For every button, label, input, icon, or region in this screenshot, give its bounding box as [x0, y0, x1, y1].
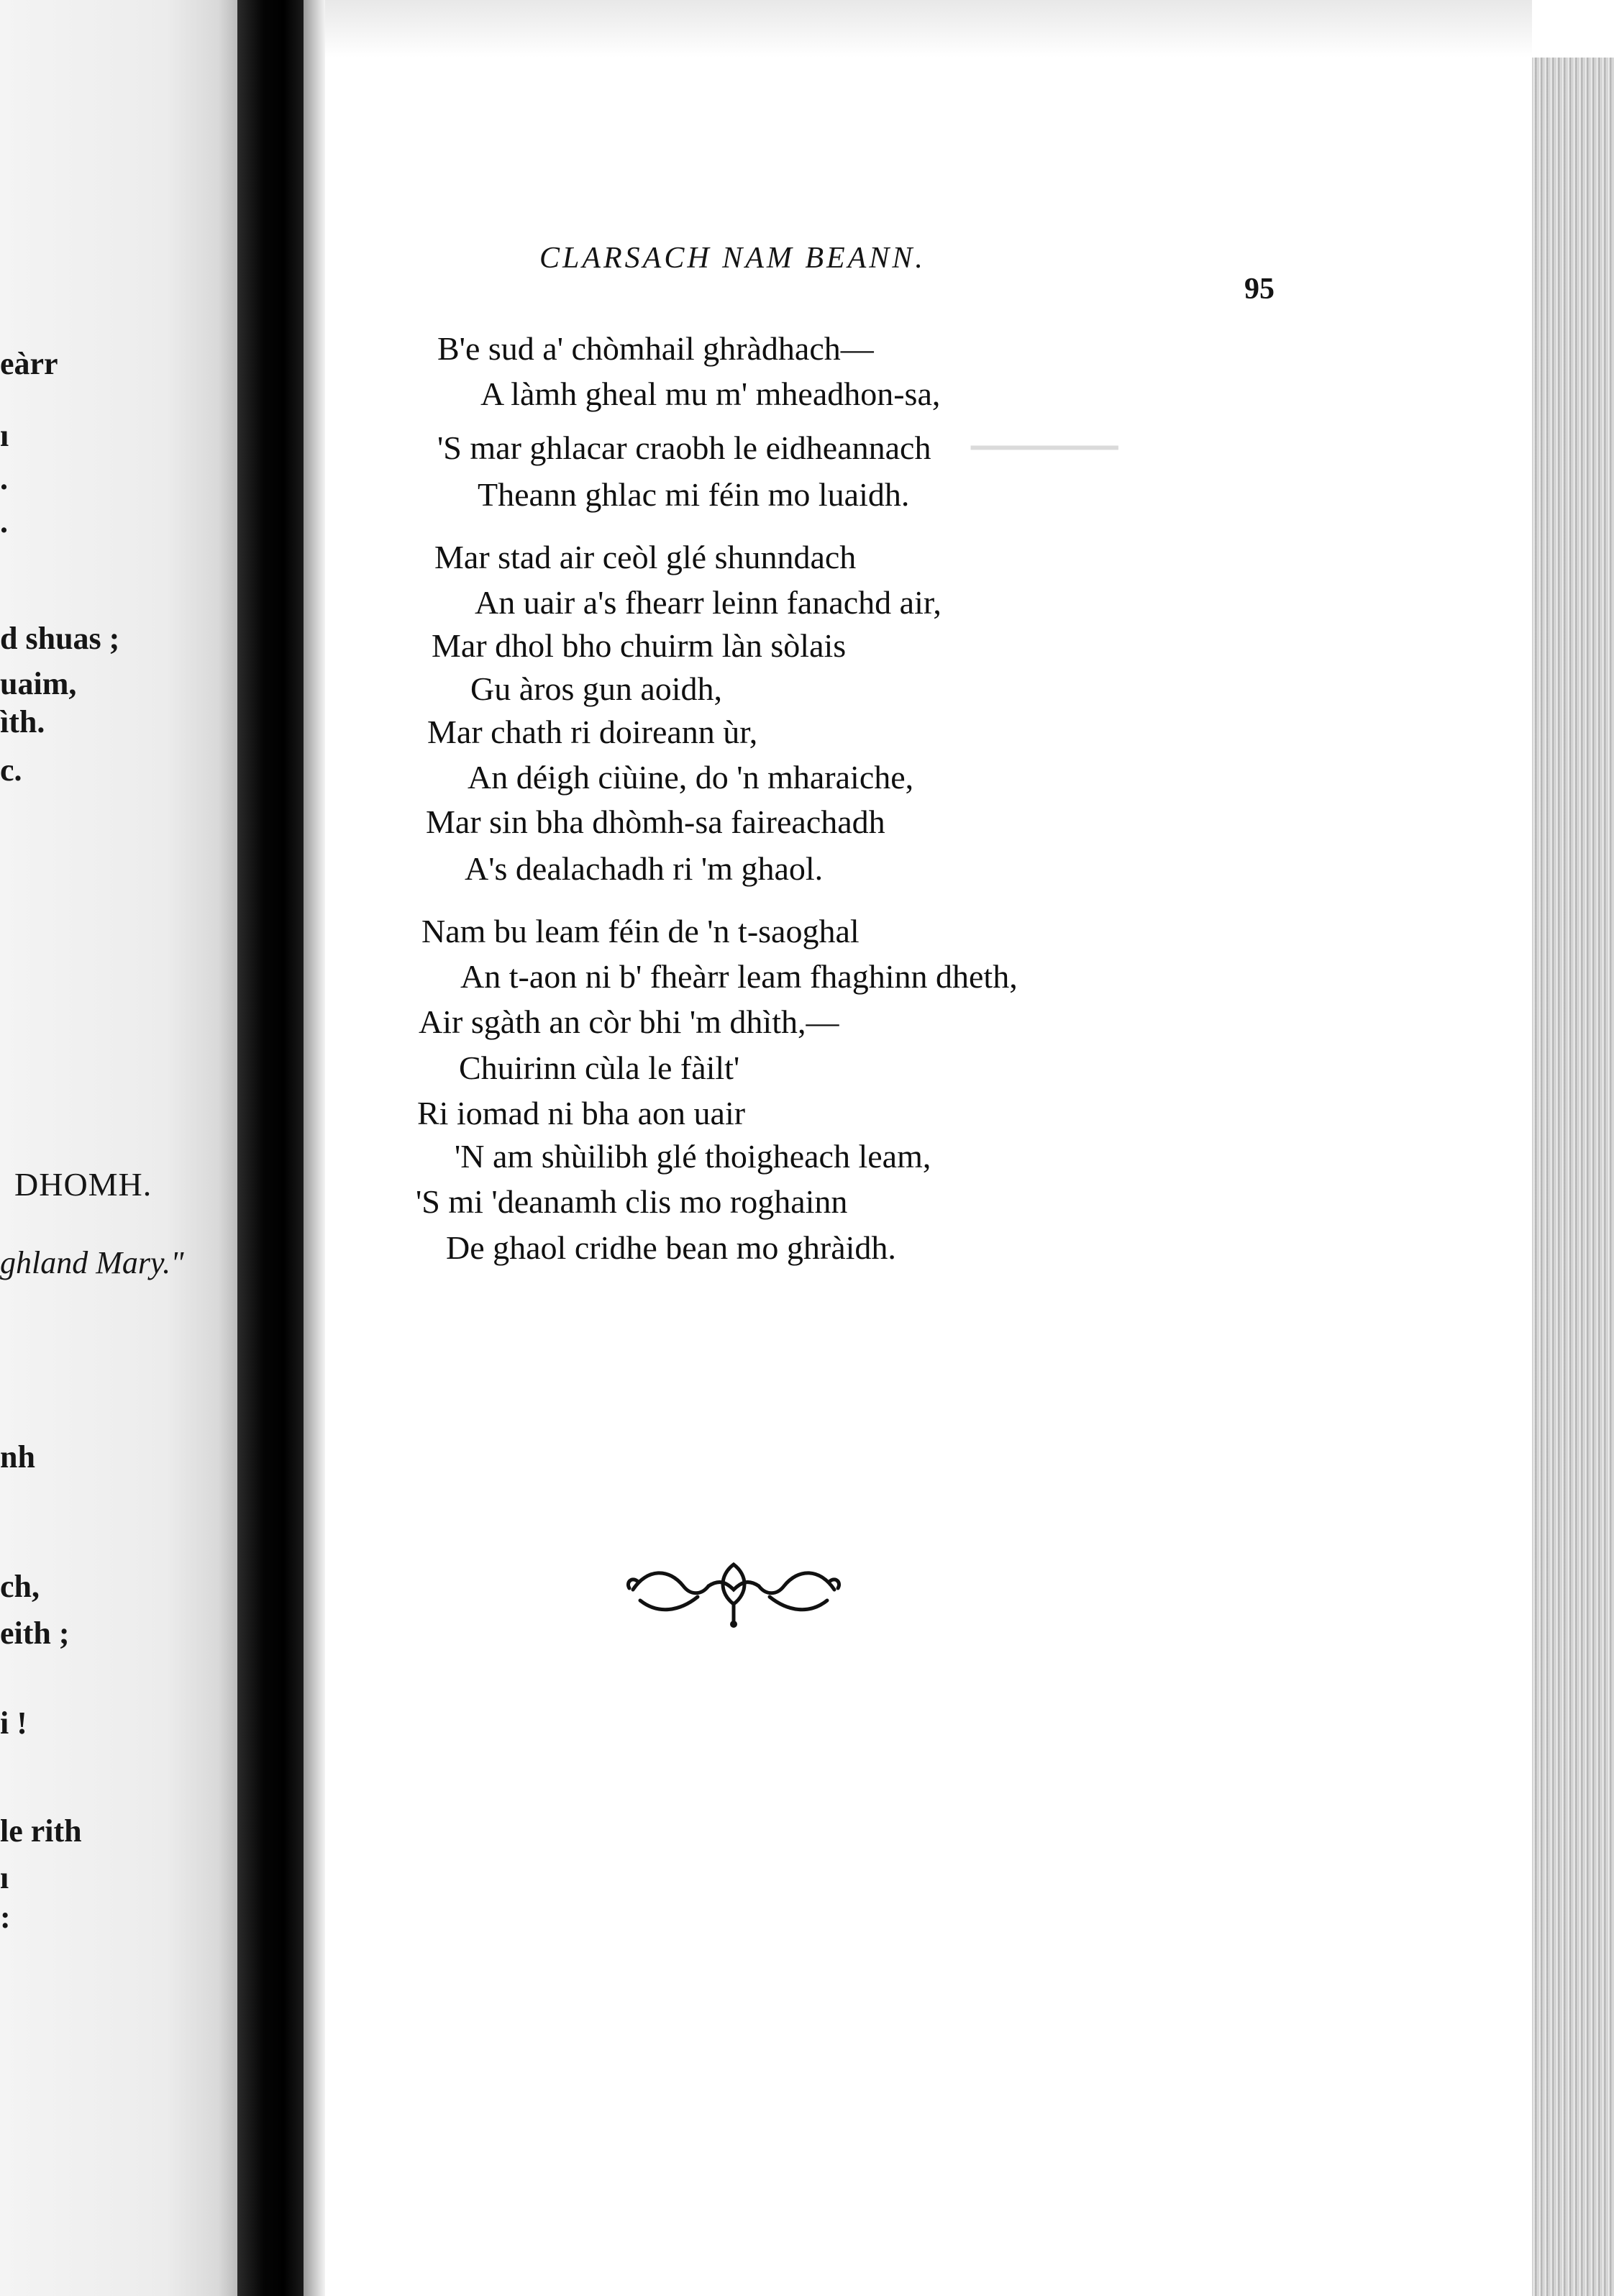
left-page-heading: DHOMH.: [14, 1166, 152, 1203]
left-page-fragment: d shuas ;: [0, 621, 120, 656]
verse-line: An déigh ciùine, do 'n mharaiche,: [468, 759, 914, 796]
page-edges-top: [1532, 0, 1614, 58]
running-head: CLARSACH NAM BEANN.: [539, 242, 926, 275]
verse-line: B'e sud a' chòmhail ghràdhach—: [437, 330, 874, 367]
left-page-fragment: nh: [0, 1439, 35, 1475]
verse-line: 'N am shùilibh glé thoigheach leam,: [455, 1138, 931, 1175]
verse-line: A làmh gheal mu m' mheadhon-sa,: [480, 375, 941, 412]
left-facing-page: [0, 0, 237, 2296]
verse-line: Gu àros gun aoidh,: [470, 670, 723, 707]
left-page-fragment: :: [0, 1900, 11, 1935]
page-edges: [1532, 58, 1614, 2296]
book-gutter: [237, 0, 304, 2296]
verse-line: Theann ghlac mi féin mo luaidh.: [478, 476, 910, 513]
left-page-fragment: ı: [0, 418, 9, 453]
left-page-fragment: i !: [0, 1705, 27, 1741]
left-page-fragment: c.: [0, 752, 22, 788]
left-page-fragment: uaim,: [0, 666, 77, 701]
verse-line: Chuirinn cùla le fàilt': [459, 1049, 740, 1086]
left-page-fragment: .: [0, 461, 8, 496]
left-page-fragment: ìth.: [0, 704, 45, 739]
verse-line: Mar stad air ceòl glé shunndach: [434, 539, 857, 575]
left-page-fragment: eàrr: [0, 346, 58, 381]
page-top-shade: [325, 0, 1541, 58]
verse-line: 'S mi 'deanamh clis mo roghainn: [416, 1183, 848, 1220]
verse-line: Air sgàth an còr bhi 'm dhìth,—: [419, 1003, 839, 1040]
verse-line: Mar dhol bho chuirm làn sòlais: [432, 627, 847, 664]
verse-line: Mar chath ri doireann ùr,: [427, 714, 758, 750]
left-page-fragment: ı: [0, 1860, 9, 1895]
verse-line: De ghaol cridhe bean mo ghràidh.: [446, 1229, 896, 1266]
left-page-fragment: .: [0, 504, 8, 539]
floral-vignette-icon: [619, 1546, 849, 1633]
verse-line: An uair a's fhearr leinn fanachd air,: [475, 584, 942, 621]
verse-line: Ri iomad ni bha aon uair: [417, 1095, 746, 1131]
verse-line: 'S mar ghlacar craobh le eidheannach: [437, 429, 931, 466]
gutter-shadow: [304, 0, 325, 2296]
left-page-fragment: le rith: [0, 1813, 82, 1849]
left-page-fragment: eith ;: [0, 1616, 70, 1651]
left-page-subtitle: ghland Mary.": [0, 1245, 184, 1280]
verse-line: An t-aon ni b' fheàrr leam fhaghinn dheth,: [460, 958, 1018, 995]
page-number: 95: [1244, 273, 1275, 306]
verse-line: A's dealachadh ri 'm ghaol.: [465, 850, 824, 887]
verse-line: Mar sin bha dhòmh-sa faireachadh: [426, 803, 885, 840]
verse-line: Nam bu leam féin de 'n t-saoghal: [421, 913, 860, 949]
left-page-fragment: ch,: [0, 1569, 40, 1604]
book-scan: eàrr ı . . d shuas ; uaim, ìth. c. DHOMH. ghland Mary." nh ch, eith ; i ! le rith ı : ▔▔▔▔▔▔▔ CLARSACH NAM BEANN. 95 B'e sud a' chòmhail ghràdhach— A làmh gheal mu m' mheadhon-sa, 'S mar ghlacar craobh le eidheannach Theann ghlac mi féin mo luaidh. Mar stad air ceòl glé shunndach An uair a's fhearr leinn fanachd air, Mar dhol bho chuirm làn sòlais Gu àros gun aoidh, Mar chath ri doireann ùr, An déigh ciùine, do 'n mharaiche, Mar sin bha dhòmh-sa faireachadh A's dealachadh ri 'm ghaol. Nam bu leam féin de 'n t-saoghal An t-aon ni b' fheàrr leam fhaghinn dheth, Air sgàth an còr bhi 'm dhìth,— Chuirinn cùla le fàilt' Ri iomad ni bha aon uair 'N am shùilibh glé thoigheach leam, 'S mi 'deanamh clis mo roghainn De ghaol cridhe bean mo ghràidh.: [0, 0, 1614, 2296]
